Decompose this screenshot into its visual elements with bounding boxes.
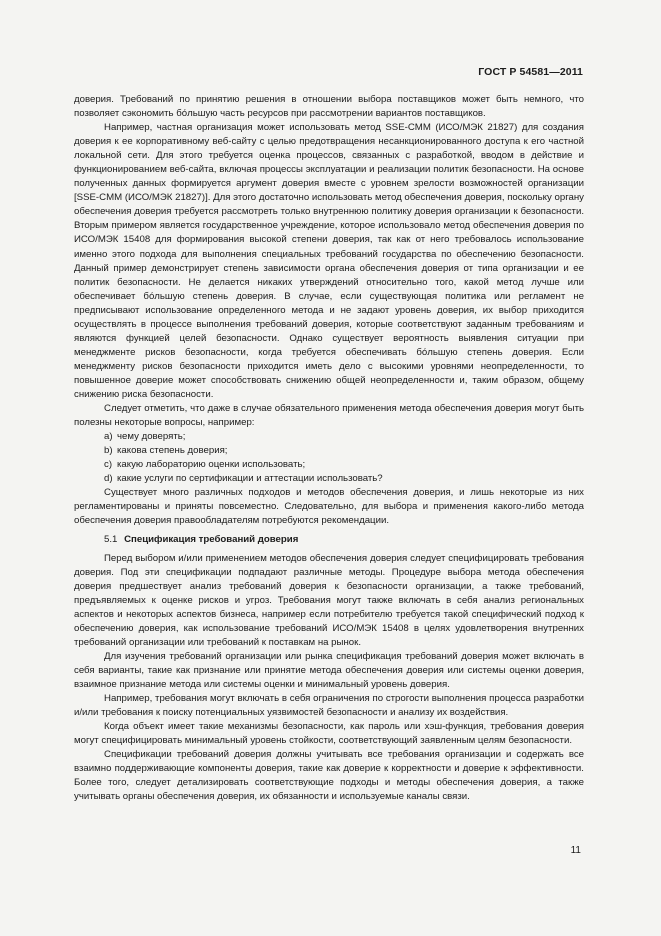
list-marker: b): [104, 445, 113, 457]
list-marker: c): [104, 459, 113, 471]
list-marker: a): [104, 431, 113, 443]
list-item: [74, 458, 584, 472]
paragraph-continuation: доверия. Требований по принятию решения в отношении выбора поставщиков может быть немного, что позволяет сэкономить бо́льшую часть ресурсов при рассмотрении вариантов поставщиков.: [74, 94, 584, 120]
section-heading: [74, 533, 584, 547]
list-item-text: чему доверять;: [117, 431, 186, 443]
list-item-text: какие услуги по сертификации и аттестации использовать?: [117, 473, 383, 485]
section-paragraph: Например, требования могут включать в себя ограничения по строгости выполнения процесса разработки и/или требования к поиску потенциальных уязвимостей безопасности и анализу их воздействия.: [74, 692, 584, 719]
list-item: [74, 444, 584, 458]
questions-list: [74, 430, 584, 486]
paragraph-questions-intro: Следует отметить, что даже в случае обязательного применения метода обеспечения доверия могут быть полезны некоторые вопросы, например:: [74, 403, 584, 429]
section-title: Спецификация требований доверия: [124, 534, 299, 546]
list-item-text: какова степень доверия;: [117, 445, 228, 457]
section-paragraph: Для изучения требований организации или рынка спецификация требований доверия может включать в себя варианты, такие как признание или принятие метода обеспечения доверия или системы оценки доверия, взаимное признание метода или системы оценки и минимальный уровень доверия.: [74, 650, 584, 690]
section-paragraph: Когда объект имеет такие механизмы безопасности, как пароль или хэш-функция, требования доверия могут специфицировать минимальный уровень стойкости, соответствующий заявленным целям безопасности.: [74, 721, 584, 747]
list-marker: d): [104, 473, 113, 485]
list-item: [74, 472, 584, 486]
page-number: 11: [570, 845, 581, 856]
list-item: [74, 430, 584, 444]
section-number: 5.1: [104, 534, 118, 546]
page-body: [74, 93, 584, 804]
section-paragraph: Спецификации требований доверия должны учитывать все требования организации и содержать все взаимно поддерживающие компоненты доверия, такие как доверие к корректности и доверие к эффективности. Более того, следует детализировать соответствующие подходы и методы обеспечения доверия, а также учитывать органы обеспечения доверия, их обязанности и используемые каналы связи.: [74, 749, 584, 803]
section-paragraph: Перед выбором и/или применением методов обеспечения доверия следует специфицировать требования доверия. Под эти спецификации подпадают различные методы. Процедуре выбора метода обеспечения доверия предшествует анализ требований доверия к безопасности организации, а также требований, предъявляемых к оценке рисков и угроз. Требования могут также включать в себя анализ региональных аспектов и некоторых аспектов бизнеса, например если потребителю требуется такой специфический подход к обеспечению доверия, как использование требований ИСО/МЭК 15408 в целях удовлетворения внутренних требований организации или требований к поставкам на рынок.: [74, 552, 584, 648]
paragraph-example: Например, частная организация может использовать метод SSE-CMM (ИСО/МЭК 21827) для создания доверия к ее корпоративному веб-сайту с целью предотвращения несанкционированного доступа к его частной локальной сети. Для этого требуется оценка процессов, связанных с разработкой, вводом в действие и функционированием веб-сайта, включая процессы эксплуатации и реализации политик безопасности. На основе полученных данных формируется аргумент доверия вместе с уровнем зрелости возможностей организации [SSE-CMM (ИСО/МЭК 21827)]. Для этого достаточно использовать метод обеспечения доверия, поскольку органу обеспечения доверия требуется рассмотреть только внутреннюю политику доверия организации к безопасности. Вторым примером является государственное учреждение, которое использовало метод обеспечения доверия по ИСО/МЭК 15408 для формирования высокой степени доверия, так как от него требовалось использование именно этого подхода для выполнения специальных требований государства по обеспечению безопасности. Данный пример демонстрирует степень зависимости органа обеспечения доверия от типа организации и ее политик безопасности. Не делается никаких утверждений относительно того, какой метод лучше или обеспечивает бо́льшую степень доверия. В случае, если существующая политика или регламент не предписывают использование определенного метода и не задают уровень доверия, их выбор приходится осуществлять в процессе выполнения требований доверия, которые соответствуют заданным требованиям и являются функцией целей безопасности. Однако существует вероятность выявления ситуации при менеджменте рисков безопасности, когда требуется обеспечивать бо́льшую степень доверия. Если менеджменту рисков безопасности приходится иметь дело с высокими уровнями неопределенности, то повышенное доверие может способствовать снижению общей неопределенности и, таким образом, общему снижению риска безопасности.: [74, 122, 584, 400]
list-item-text: какую лабораторию оценки использовать;: [117, 459, 306, 471]
paragraph-after-list: Существует много различных подходов и методов обеспечения доверия, и лишь некоторые из них регламентированы и приняты повсеместно. Следовательно, для выбора и применения какого-либо метода обеспечения доверия правообладателям потребуются рекомендации.: [74, 487, 584, 527]
standard-header: ГОСТ Р 54581—2011: [478, 66, 583, 78]
